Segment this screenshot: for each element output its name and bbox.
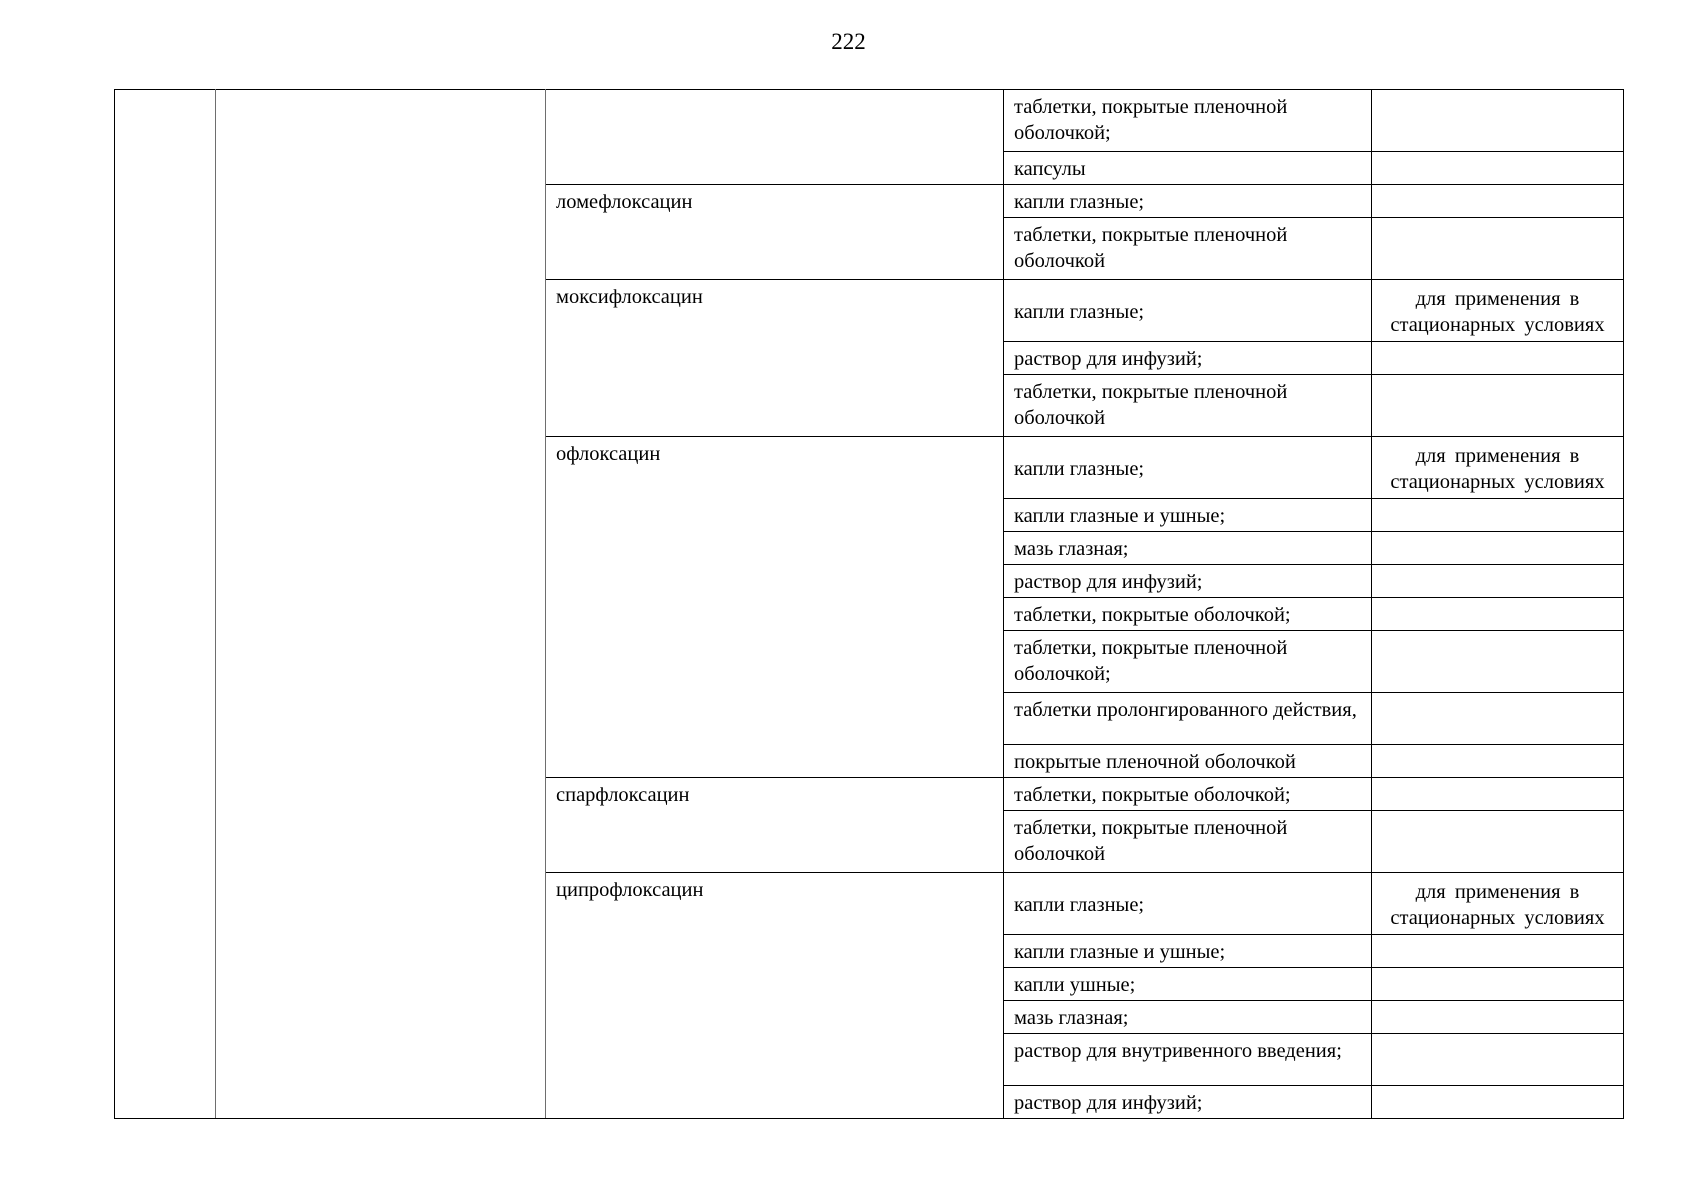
drug-name-cell: ципрофлоксацин bbox=[546, 873, 1004, 1119]
drug-name-cell: моксифлоксацин bbox=[546, 280, 1004, 437]
note-cell bbox=[1372, 499, 1624, 532]
dosage-form-cell: таблетки, покрытые пленочной оболочкой; bbox=[1004, 631, 1372, 693]
note-cell bbox=[1372, 1034, 1624, 1086]
dosage-form-cell: капли глазные; bbox=[1004, 185, 1372, 218]
dosage-form-cell: капли глазные и ушные; bbox=[1004, 499, 1372, 532]
dosage-form-cell: таблетки пролонгированного действия, bbox=[1004, 693, 1372, 745]
dosage-form-cell: раствор для инфузий; bbox=[1004, 342, 1372, 375]
drug-name-cell: ломефлоксацин bbox=[546, 185, 1004, 280]
note-cell bbox=[1372, 968, 1624, 1001]
dosage-form-cell: капли глазные; bbox=[1004, 280, 1372, 342]
dosage-form-cell: капли ушные; bbox=[1004, 968, 1372, 1001]
note-cell bbox=[1372, 532, 1624, 565]
note-cell bbox=[1372, 778, 1624, 811]
dosage-form-cell: капли глазные; bbox=[1004, 873, 1372, 935]
dosage-form-cell: таблетки, покрытые оболочкой; bbox=[1004, 598, 1372, 631]
note-cell bbox=[1372, 811, 1624, 873]
dosage-form-cell: раствор для инфузий; bbox=[1004, 565, 1372, 598]
dosage-form-cell: таблетки, покрытые пленочной оболочкой bbox=[1004, 218, 1372, 280]
blank-col-code bbox=[115, 90, 216, 1119]
drug-table bbox=[114, 89, 1624, 1119]
dosage-form-cell: таблетки, покрытые пленочной оболочкой bbox=[1004, 375, 1372, 437]
note-cell bbox=[1372, 90, 1624, 152]
note-cell bbox=[1372, 745, 1624, 778]
dosage-form-cell: таблетки, покрытые пленочной оболочкой bbox=[1004, 811, 1372, 873]
dosage-form-cell: покрытые пленочной оболочкой bbox=[1004, 745, 1372, 778]
note-cell: для применения в стационарных условиях bbox=[1372, 280, 1624, 342]
note-cell bbox=[1372, 1086, 1624, 1119]
note-cell bbox=[1372, 185, 1624, 218]
drug-name-cell: офлоксацин bbox=[546, 437, 1004, 778]
page-number: 222 bbox=[831, 29, 866, 54]
blank-col-group bbox=[216, 90, 546, 1119]
note-cell: для применения в стационарных условиях bbox=[1372, 437, 1624, 499]
dosage-form-cell: таблетки, покрытые оболочкой; bbox=[1004, 778, 1372, 811]
dosage-form-cell: капли глазные и ушные; bbox=[1004, 935, 1372, 968]
note-cell bbox=[1372, 218, 1624, 280]
dosage-form-cell: капсулы bbox=[1004, 152, 1372, 185]
note-cell: для применения в стационарных условиях bbox=[1372, 873, 1624, 935]
note-cell bbox=[1372, 598, 1624, 631]
dosage-form-cell: таблетки, покрытые пленочной оболочкой; bbox=[1004, 90, 1372, 152]
drug-name-cell: спарфлоксацин bbox=[546, 778, 1004, 873]
drug-name-cell bbox=[546, 90, 1004, 185]
note-cell bbox=[1372, 693, 1624, 745]
note-cell bbox=[1372, 1001, 1624, 1034]
dosage-form-cell: мазь глазная; bbox=[1004, 532, 1372, 565]
dosage-form-cell: капли глазные; bbox=[1004, 437, 1372, 499]
note-cell bbox=[1372, 152, 1624, 185]
note-cell bbox=[1372, 342, 1624, 375]
dosage-form-cell: мазь глазная; bbox=[1004, 1001, 1372, 1034]
table-row bbox=[115, 90, 1624, 152]
note-cell bbox=[1372, 565, 1624, 598]
dosage-form-cell: раствор для инфузий; bbox=[1004, 1086, 1372, 1119]
note-cell bbox=[1372, 935, 1624, 968]
note-cell bbox=[1372, 631, 1624, 693]
note-cell bbox=[1372, 375, 1624, 437]
dosage-form-cell: раствор для внутривенного введения; bbox=[1004, 1034, 1372, 1086]
